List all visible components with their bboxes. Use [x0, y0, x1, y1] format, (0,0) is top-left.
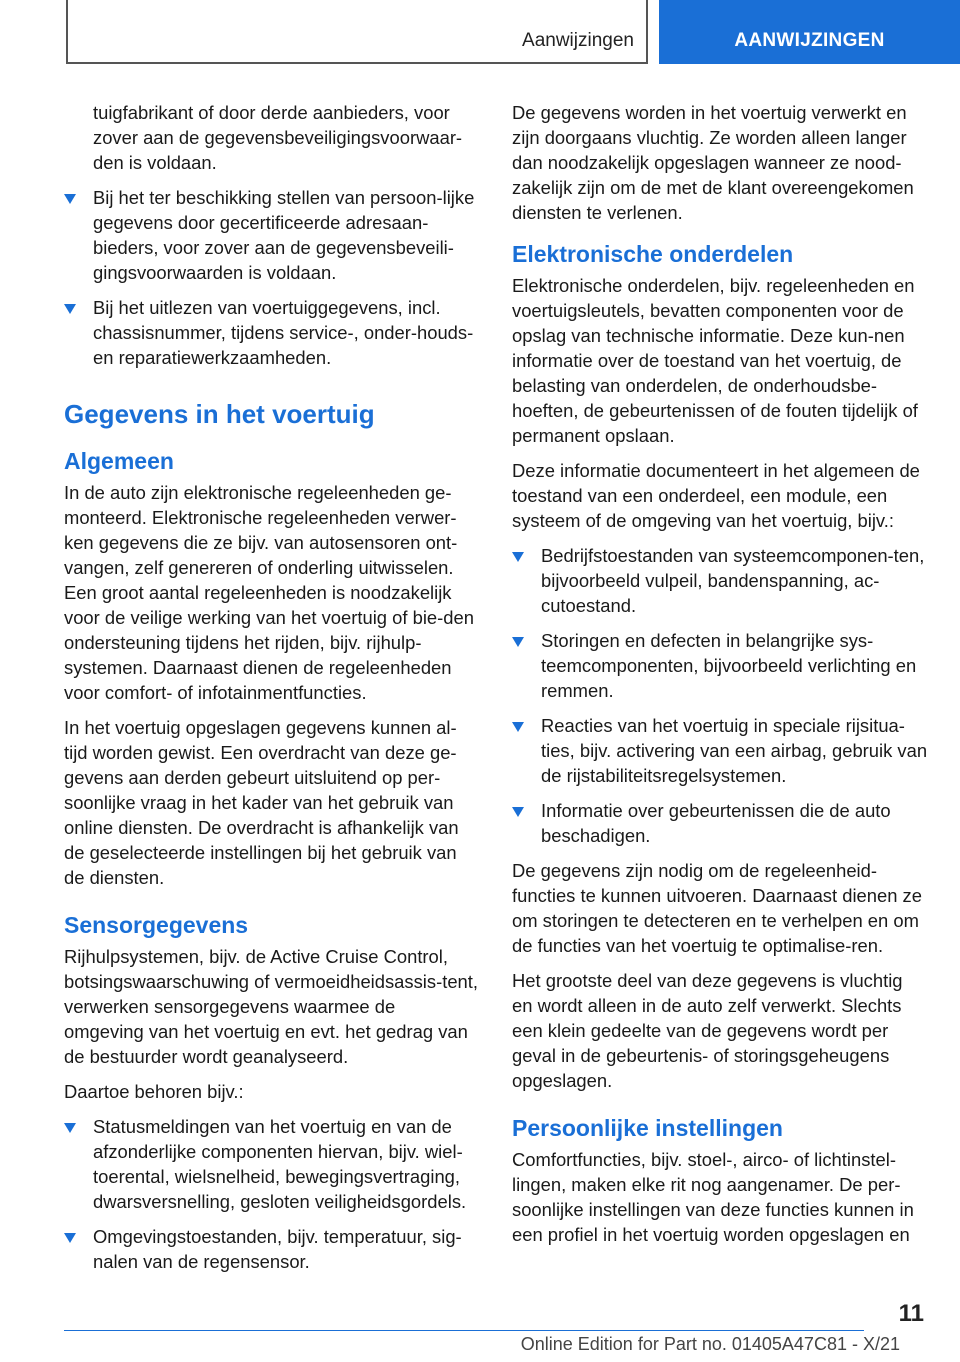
header-section-tab	[659, 0, 960, 64]
paragraph: Rijhulpsystemen, bijv. de Active Cruise Control, botsingswaarschuwing of vermoeidheidsassis-tent, verwerken sensorgegevens waarmee de omgeving van het voertuig en evt. het gedrag van de bestuurder wordt geanalyseerd.	[64, 946, 478, 1067]
subheading-sensorgegevens: Sensorgegevens	[64, 912, 249, 938]
footer-divider	[64, 1330, 864, 1331]
list-item: Storingen en defecten in belangrijke sys-teemcomponenten, bijvoorbeeld verlichting en remmen.	[512, 628, 928, 703]
paragraph: Het grootste deel van deze gegevens is vluchtig en wordt alleen in de auto zelf verwerkt. Slechts een klein gedeelte van de gegevens wordt per geval in de gebeurtenis- of storingsgeheugens opgeslagen.	[512, 970, 903, 1091]
footer-edition-text: Online Edition for Part no. 01405A47C81 - X/21	[520, 1334, 900, 1354]
list-item: Bij het uitlezen van voertuiggegevens, incl. chassisnummer, tijdens service-, onder-houds- en reparatiewerkzaamheden.	[64, 295, 480, 370]
header-section-label: AANWIJZINGEN	[734, 30, 885, 51]
intro-continuation: tuigfabrikant of door derde aanbieders, voor zover aan de gegevensbeveiligingsvoorwaar-den is voldaan.	[93, 102, 463, 173]
right-column	[512, 100, 928, 1257]
list-item: Omgevingstoestanden, bijv. temperatuur, sig-nalen van de regensensor.	[64, 1224, 480, 1274]
bullet-list-2	[64, 1114, 480, 1274]
paragraph: De gegevens worden in het voertuig verwerkt en zijn doorgaans vluchtig. Ze worden alleen langer dan noodzakelijk opgeslagen wanneer ze nood-zakelijk zijn om de met de klant overeengekomen diensten te verlenen.	[512, 102, 914, 223]
triangle-bullet-icon	[512, 552, 524, 562]
triangle-bullet-icon	[64, 1123, 76, 1133]
list-item: Informatie over gebeurtenissen die de auto beschadigen.	[512, 798, 928, 848]
triangle-bullet-icon	[64, 194, 76, 204]
triangle-bullet-icon	[512, 722, 524, 732]
page-number: 11	[898, 1300, 924, 1327]
triangle-bullet-icon	[512, 637, 524, 647]
paragraph: In de auto zijn elektronische regeleenheden ge-monteerd. Elektronische regeleenheden verwer-ken gegevens die ze bijv. van autosensoren ont-vangen, zelf genereren of onderling uitwisselen. Een groot aantal regeleenheden is noodzakelijk voor de veilige werking van het voertuig of bie-den ondersteuning tijdens het rijden, bijv. rijhulp-systemen. Daarnaast dienen de regeleenheden voor comfort- of infotainmentfuncties.	[64, 482, 474, 703]
bullet-list-1	[64, 185, 480, 370]
paragraph: Deze informatie documenteert in het algemeen de toestand van een onderdeel, een module, een systeem of de omgeving van het voertuig, bijv.:	[512, 460, 920, 531]
list-item: Statusmeldingen van het voertuig en van de afzonderlijke componenten hiervan, bijv. wiel-toerental, wielsnelheid, bewegingsvertraging, dwarsversnelling, gesloten veiligheidsgordels.	[64, 1114, 480, 1214]
list-item: Bedrijfstoestanden van systeemcomponen-ten, bijvoorbeeld vulpeil, bandenspanning, ac-cutoestand.	[512, 543, 928, 618]
list-item: Bij het ter beschikking stellen van persoon-lijke gegevens door gecertificeerde adresaan-bieders, voor zover aan de gegevensbeveili-gingsvoorwaarden is voldaan.	[64, 185, 480, 285]
triangle-bullet-icon	[512, 807, 524, 817]
section-heading: Gegevens in het voertuig	[64, 399, 375, 429]
paragraph: Comfortfuncties, bijv. stoel-, airco- of lichtinstel-lingen, maken elke rit nog aangenamer. De per-soonlijke instellingen van deze functies kunnen in een profiel in het voertuig worden opgeslagen en	[512, 1149, 914, 1245]
triangle-bullet-icon	[64, 304, 76, 314]
left-column	[64, 100, 480, 1284]
header-chapter-label: Aanwijzingen	[522, 30, 634, 51]
subheading-persoonlijke-instellingen: Persoonlijke instellingen	[512, 1115, 783, 1141]
paragraph: In het voertuig opgeslagen gegevens kunnen al-tijd worden gewist. Een overdracht van deze ge-gevens aan derden gebeurt uitsluitend op per-soonlijke vraag in het kader van het gebruik van online diensten. De overdracht is afhankelijk van de geselecteerde instellingen bij het gebruik van de diensten.	[64, 717, 459, 888]
paragraph: Daartoe behoren bijv.:	[64, 1081, 244, 1102]
bullet-list-3	[512, 543, 928, 848]
paragraph: De gegevens zijn nodig om de regeleenheid-functies te kunnen uitvoeren. Daarnaast dienen ze om storingen te detecteren en te verhelpen en om de functies van het voertuig te optimalise-ren.	[512, 860, 922, 956]
list-item: Reacties van het voertuig in speciale rijsitua-ties, bijv. activering van een airbag, gebruik van de rijstabiliteitsregelsystemen.	[512, 713, 928, 788]
header-box	[66, 0, 648, 64]
paragraph: Elektronische onderdelen, bijv. regeleenheden en voertuigsleutels, bevatten componenten voor de opslag van technische informatie. Deze kun-nen informatie over de toestand van het voertuig, de belasting van onderdelen, de onderhoudsbe-hoeften, de gebeurtenissen of de fouten tijdelijk of permanent opslaan.	[512, 275, 918, 446]
subheading-algemeen: Algemeen	[64, 448, 174, 474]
triangle-bullet-icon	[64, 1233, 76, 1243]
subheading-elektronische-onderdelen: Elektronische onderdelen	[512, 241, 794, 267]
